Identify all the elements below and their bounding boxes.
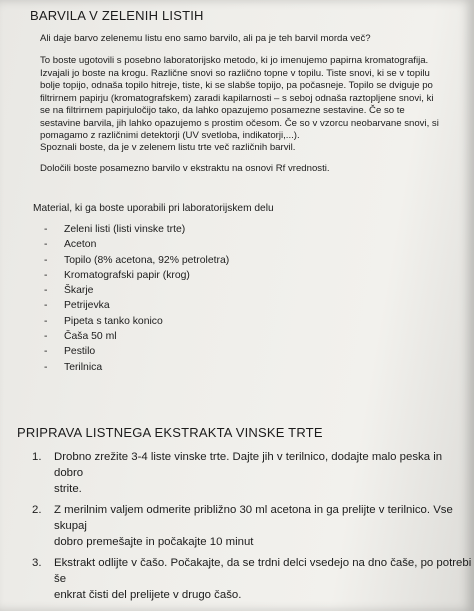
materials-heading: Material, ki ga boste uporabili pri laboratorijskem delu	[33, 203, 274, 214]
material-label: Zeleni listi (listi vinske trte)	[64, 224, 186, 235]
bullet-dash: -	[44, 254, 48, 266]
bullet-dash: -	[44, 224, 48, 235]
material-label: Pipeta s tanko konico	[64, 315, 163, 327]
paragraph-line: bolje topijo, odnaša topilo hitreje, tiste, ki se slabše topijo, pa počasneje. Topilo se dviguje po	[40, 80, 433, 91]
step-text: Drobno zrežite 3-4 liste vinske trte. Dajte jih v terilnico, dodajte malo peska in dobro strite.	[54, 451, 443, 495]
paragraph-line: To boste ugotovili s posebno laboratorijsko metodo, ki jo imenujemo papirna kromatografija.	[40, 55, 429, 66]
paragraph-line: sestavine barvila, jih lahko opazujemo s prostim očesom. Če so v vzorcu neobarvane snovi, si	[40, 117, 439, 129]
step-number: 3.	[32, 557, 42, 569]
bullet-dash: -	[44, 300, 48, 312]
bullet-dash: -	[44, 285, 48, 297]
paragraph-line: filtrirnem papirju (kromatografskem) zaradi kapilarnosti – s seboj odnaša raztopljene snovi, ki	[40, 92, 434, 104]
material-label: Terilnica	[64, 361, 103, 373]
bullet-dash: -	[44, 269, 48, 281]
material-label: Kromatografski papir (krog)	[64, 269, 190, 281]
step-text: Z merilnim valjem odmerite približno 30 ml acetona in ga prelijte v terilnico. Vse skupaj dobro premešajte in počakajte 10 minut	[54, 504, 453, 548]
procedure-step	[32, 555, 474, 603]
intro-question: Ali daje barvo zelenemu listu eno samo barvilo, ali pa je teh barvil morda več?	[40, 33, 371, 44]
procedure-steps	[32, 449, 474, 608]
bullet-dash: -	[44, 331, 48, 343]
material-label: Aceton	[64, 239, 97, 251]
task-goal-text: Določili boste posamezno barvilo v ekstraktu na osnovi Rf vrednosti.	[40, 163, 330, 174]
material-label: Petrijevka	[64, 300, 110, 312]
page-title: BARVILA V ZELENIH LISTIH	[30, 8, 204, 23]
material-label: Pestilo	[64, 346, 96, 358]
learning-goal-text: Spoznali boste, da je v zelenem listu trte več različnih barvil.	[40, 142, 296, 153]
paragraph-line: Izvajali jo boste na krogu. Različne snovi so različno topne v topilu. Tiste snovi, ki se v topilu	[40, 67, 430, 79]
step-number: 1.	[32, 451, 42, 463]
step-text: Ekstrakt odlijte v čašo. Počakajte, da se trdni delci vsedejo na dno čaše, po potrebi še enkrat čisti del prelijete v drugo čašo.	[54, 557, 472, 601]
paragraph-line: pomagamo z različnimi detektorji (UV svetloba, indikatorji,...).	[40, 130, 300, 141]
section-title: PRIPRAVA LISTNEGA EKSTRAKTA VINSKE TRTE	[17, 425, 323, 440]
paragraph-line: se na filtrirnem papirjuločijo tako, da lahko opazujemo posamezne sestavine. Če so te	[40, 105, 405, 116]
method-paragraph	[40, 55, 439, 143]
procedure-step	[32, 449, 474, 497]
material-label: Škarje	[64, 285, 94, 297]
step-number: 2.	[32, 504, 42, 516]
bullet-dash: -	[44, 346, 48, 358]
bullet-dash: -	[44, 315, 48, 327]
material-label: Topilo (8% acetona, 92% petroletra)	[64, 254, 230, 266]
bullet-dash: -	[44, 239, 48, 251]
material-label: Čaša 50 ml	[64, 331, 117, 343]
procedure-step	[32, 502, 474, 550]
bullet-dash: -	[44, 361, 48, 373]
